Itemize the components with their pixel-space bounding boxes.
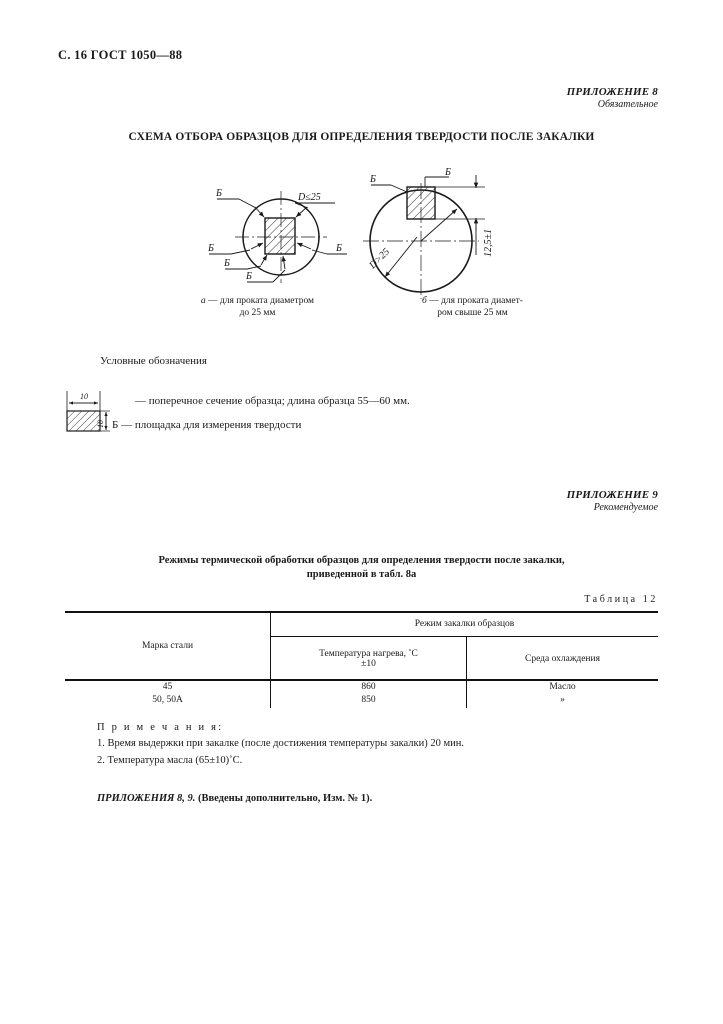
cell-heating-temperature-row-0: 860 xyxy=(361,682,376,693)
header-quench-mode-group: Режим закалки образцов xyxy=(271,611,659,637)
figure-b-caption-line1: — для проката диамет- xyxy=(426,296,523,306)
diagram-b-label-b2: Б xyxy=(445,167,451,178)
notes-block xyxy=(97,720,464,769)
diagram-b-diameter-label: D>25 xyxy=(367,246,393,272)
diagram-b-depth-label: 12,5±1 xyxy=(483,229,494,257)
table-number-label: Таблица 12 xyxy=(584,594,658,605)
cell-cooling-medium xyxy=(467,680,659,708)
cell-cooling-medium-row-1: » xyxy=(560,695,565,705)
footer-note-amendment: (Введены дополнительно, Изм. № 1). xyxy=(197,793,373,804)
heat-treatment-table xyxy=(65,611,658,708)
diagram-a-label-b3: Б xyxy=(224,258,230,269)
appendix-8-subtitle: Обязательное xyxy=(597,99,658,110)
diagram-a-diameter-label: D≤25 xyxy=(298,192,321,203)
header-steel-grade: Марка стали xyxy=(65,611,271,680)
table-title xyxy=(0,554,723,582)
notes-label: П р и м е ч а н и я: xyxy=(97,722,224,733)
figure-a-letter: а xyxy=(200,296,206,306)
header-heating-temperature xyxy=(271,637,467,681)
table-row xyxy=(65,680,658,708)
figure-a-caption-line2: до 25 мм xyxy=(239,307,276,318)
legend-description-2: Б — площадка для измерения твердости xyxy=(112,419,302,431)
table-header-row-1 xyxy=(65,611,658,637)
figure-b-letter: б xyxy=(422,296,427,306)
header-heating-temperature-line2: ±10 xyxy=(361,658,376,669)
diagram-a-label-b4: Б xyxy=(246,271,252,282)
figure-captions xyxy=(175,296,555,320)
note-item-2: 2. Температура масла (65±10)˚С. xyxy=(97,754,243,766)
cell-steel-grade-row-0: 45 xyxy=(162,682,173,693)
appendix-8-marker xyxy=(567,86,658,110)
cell-cooling-medium-row-0: Масло xyxy=(549,682,576,693)
table-title-line1: Режимы термической обработки образцов для определения твердости после закалки, xyxy=(158,555,565,566)
legend-width-label: 10 xyxy=(80,392,88,401)
legend-height-label: 10 xyxy=(96,420,105,428)
diagram-b-group xyxy=(363,167,494,299)
header-cooling-medium: Среда охлаждения xyxy=(525,653,600,664)
diagram-a-label-b2: Б xyxy=(208,243,214,254)
table-title-line2: приведенной в табл. 8а xyxy=(306,569,417,581)
figure-caption-b xyxy=(390,296,555,320)
legend-title: Условные обозначения xyxy=(100,355,207,367)
page-header: С. 16 ГОСТ 1050—88 xyxy=(58,48,183,62)
header-heating-temperature-line1: Температура нагрева, ˚С xyxy=(319,648,418,659)
cell-heating-temperature xyxy=(271,680,467,708)
figure-caption-a xyxy=(175,296,340,320)
legend-description-1: — поперечное сечение образца; длина образца 55—60 мм. xyxy=(135,395,410,407)
footer-note-appendices: ПРИЛОЖЕНИЯ 8, 9. xyxy=(97,793,196,804)
appendix-9-subtitle: Рекомендуемое xyxy=(593,502,658,513)
cell-heating-temperature-row-1: 850 xyxy=(361,695,376,705)
diagram-a-label-b1: Б xyxy=(216,188,222,199)
cell-steel-grade-row-1: 50, 50А xyxy=(152,695,183,705)
diagram-a-group xyxy=(207,188,347,283)
appendix-8-title: ПРИЛОЖЕНИЕ 8 xyxy=(566,86,658,98)
cell-steel-grade xyxy=(65,680,271,708)
note-item-1: 1. Время выдержки при закалке (после достижения температуры закалки) 20 мин. xyxy=(97,738,465,750)
scheme-title: СХЕМА ОТБОРА ОБРАЗЦОВ ДЛЯ ОПРЕДЕЛЕНИЯ ТВЕРДОСТИ ПОСЛЕ ЗАКАЛКИ xyxy=(128,131,595,143)
diagram-a-label-b5: Б xyxy=(336,243,342,254)
footer-note xyxy=(97,793,372,804)
diagram-b-label-b1: Б xyxy=(370,174,376,185)
figure-b-caption-line2: ром свыше 25 мм xyxy=(437,307,508,318)
appendix-9-title: ПРИЛОЖЕНИЕ 9 xyxy=(566,489,658,501)
figure-a-caption-line1: — для проката диаметром xyxy=(205,296,315,306)
appendix-9-marker xyxy=(567,489,658,513)
